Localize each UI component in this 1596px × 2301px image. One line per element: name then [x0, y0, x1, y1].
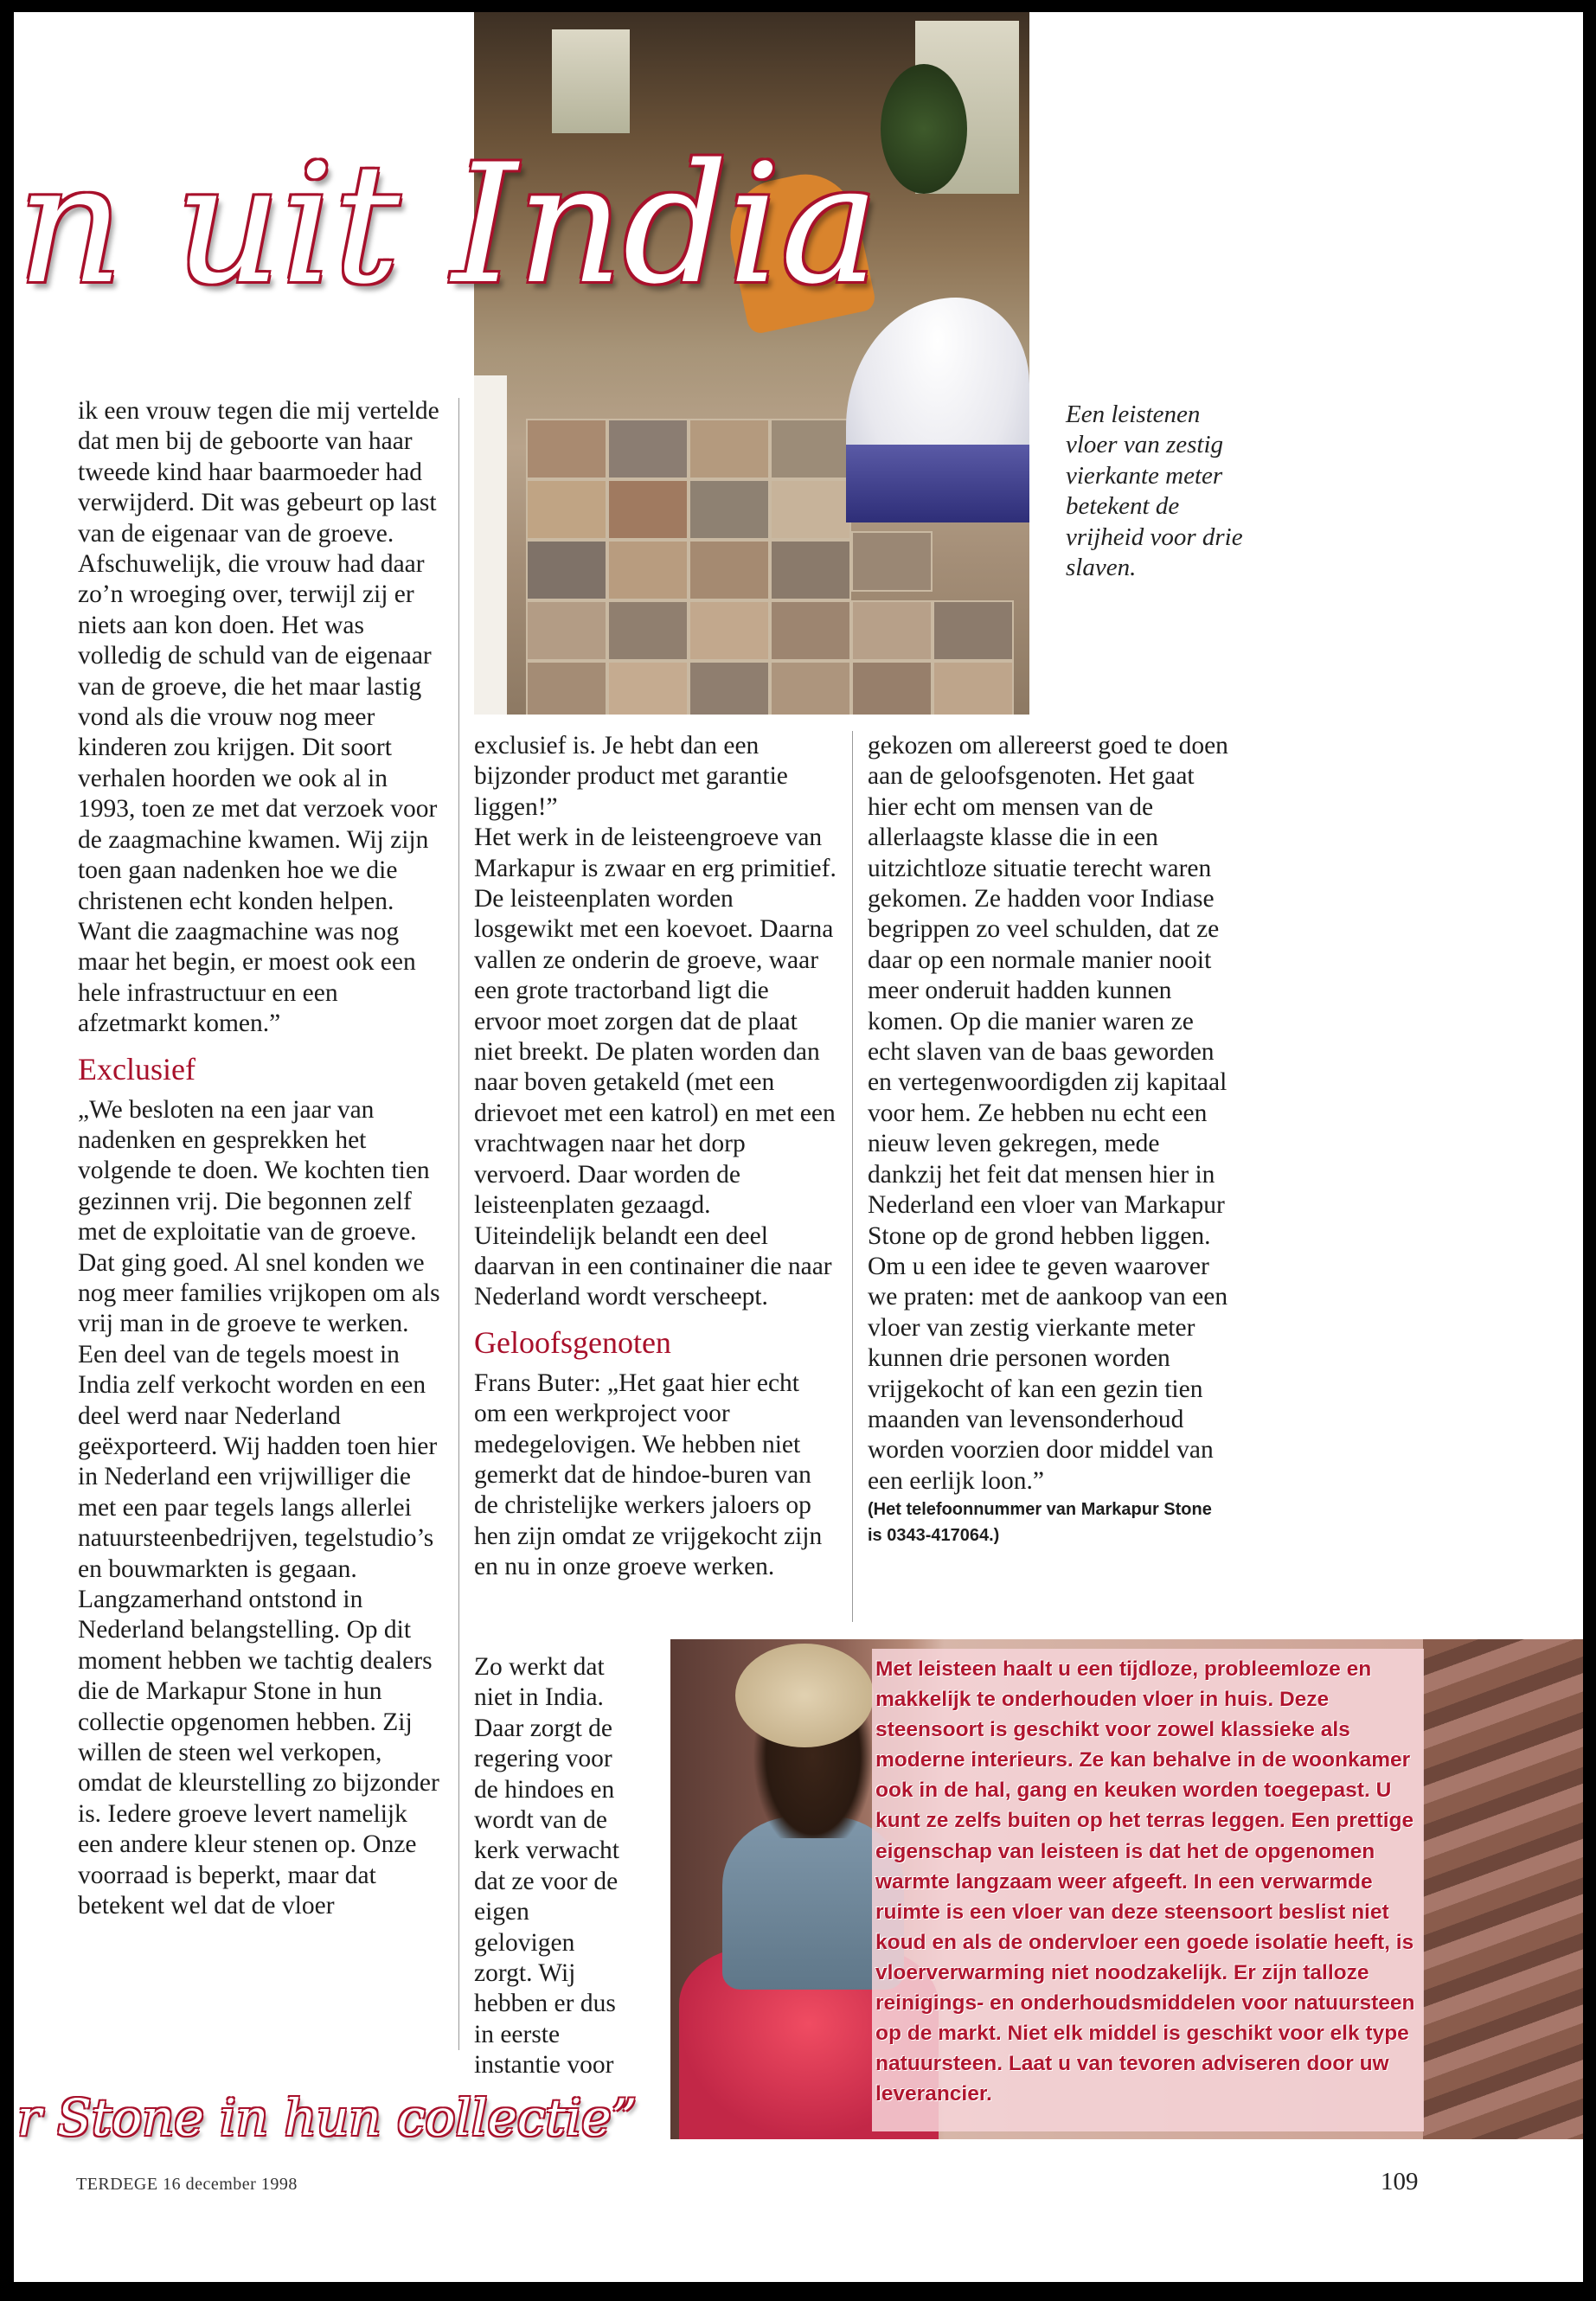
floor-tile [526, 479, 607, 540]
info-box-text: Met leisteen haalt u een tijdloze, probleemloze en makkelijk te onderhouden vloer in huis. Deze steensoort is geschikt voor zowel klassieke als moderne interieurs. Ze kan behalve in de woonkamer ook in de hal, gang en keuken worden toegepast. U kunt ze zelfs buiten op het terras leggen. Een prettige eigenschap van leisteen is dat het de opgenomen warmte langzaam weer afgeeft. In een verwarmde ruimte is een vloer van deze steensoort beslist niet koud en als de ondervloer een goede isolatie heeft, is vloerverwarming niet noodzakelijk. Er zijn talloze reinigings- en onderhoudsmiddelen voor natuursteen op de markt. Niet elk middel is geschikt voor elk type natuursteen. Laat u van tevoren adviseren door uw leverancier. [875, 1657, 1415, 2106]
headline-script: n uit India [17, 129, 879, 320]
floor-tile [526, 661, 607, 715]
floor-tile [526, 600, 607, 661]
paragraph: Frans Buter: „Het gaat hier echt om een werkproject voor medegelovigen. We hebben niet gemerkt dat de hindoe-buren van de christelijke werkers jaloers op hen zijn omdat ze vrijgekocht zijn en nu in onze groeve werken. [474, 1368, 823, 1581]
scan-border-bottom [0, 2282, 1596, 2301]
subheading-geloofsgenoten: Geloofsgenoten [474, 1324, 671, 1360]
floor-tile [689, 540, 770, 600]
paragraph: Het werk in de leisteengroeve van Markapur is zwaar en erg primitief. De leisteenplaten worden losgewikt met een koevoet. Daarna vallen ze onderin de groeve, waar een grote tractorband ligt die ervoor moet zorgen dat de plaat niet breekt. De platen worden dan naar boven getakeld (met een drievoet met een katrol) en met een vrachtwagen naar het dorp vervoerd. Daar worden de leisteenplaten gezaagd. Uiteindelijk belandt een deel daarvan in een continainer die naar Nederland wordt verscheept. [474, 824, 836, 1311]
paragraph: ik een vrouw tegen die mij vertelde dat men bij de geboorte van haar tweede kind haar baarmoeder had verwijderd. Dit was gebeurt op last van de eigenaar van de groeve. Afschuwelijk, die vrouw had daar zo’n wroeging over, terwijl zij er niets aan kon doen. Het was volledig de schuld van de eigenaar van de groeve, die het maar lastig vond als die vrouw nog meer kinderen zou krijgen. Dit soort verhalen hoorden we ook al in 1993, toen ze met dat verzoek voor de zaagmachine kwamen. Wij zijn toen gaan nadenken hoe we die christenen echt konden helpen. Want die zaagmachine was nog maar het begin, er moest ook een hele infrastructuur en een afzetmarkt komen.” [78, 397, 439, 1038]
floor-tile [933, 661, 1014, 715]
footer-publication: TERDEGE 16 december 1998 [76, 2175, 298, 2194]
floor-tile [933, 600, 1014, 661]
floor-tile [689, 600, 770, 661]
article-column-2-narrow [474, 1652, 634, 2081]
scan-border-top [0, 0, 1596, 12]
article-column-1 [78, 396, 441, 1922]
scan-border-left [0, 0, 14, 2301]
floor-tile [770, 540, 851, 600]
paragraph: Zo werkt dat niet in India. Daar zorgt de regering voor de hindoes en wordt van de kerk verwacht dat ze voor de eigen gelovigen zorgt. Wij hebben er dus in eerste instantie voor [474, 1653, 619, 2080]
scan-border-right [1583, 0, 1596, 2301]
paragraph: exclusief is. Je hebt dan een bijzonder product met garantie liggen!” [474, 732, 788, 821]
subheading-exclusief: Exclusief [78, 1051, 195, 1086]
floor-tile [607, 540, 689, 600]
phone-note: (Het telefoonnummer van Markapur Stone is 0343-417064.) [868, 1500, 1212, 1546]
paragraph: gekozen om allereerst goed te doen aan de geloofsgenoten. Het gaat hier echt om mensen van de allerlaagste klasse die in een uitzichtloze situatie terecht waren gekomen. Ze hadden voor Indiase begrippen zo veel schulden, dat ze daar op een normale manier nooit meer onderuit hadden kunnen komen. Op die manier waren ze echt slaven van de baas geworden en vertegenwoordigden zij kapitaal voor hem. Ze hebben nu echt een nieuw leven gekregen, mede dankzij het feit dat mensen hier in Nederland een vloer van Markapur Stone op de grond hebben liggen. Om u een idee te geven waarover we praten: met de aankoop van een vloer van zestig vierkante meter kunnen drie personen worden vrijgekocht of kan een gezin tien maanden van levensonderhoud worden voorzien door middel van een eerlijk loon.” [868, 732, 1228, 1495]
floor-tile [689, 479, 770, 540]
floor-tile [607, 479, 689, 540]
page-number: 109 [1381, 2168, 1419, 2195]
floor-tile [689, 661, 770, 715]
pull-quote-script: r Stone in hun collectie” [17, 2088, 638, 2147]
article-column-2 [474, 731, 837, 1583]
photo-turban [735, 1644, 874, 1747]
column-rule [458, 398, 459, 2050]
photo-door-frame [474, 375, 507, 715]
floor-tile [607, 661, 689, 715]
article-column-3 [868, 731, 1231, 1548]
floor-tile [770, 479, 851, 540]
floor-tile [851, 661, 933, 715]
column-rule [852, 731, 853, 1622]
floor-tile [689, 419, 770, 479]
photo-quarry-rocks [1423, 1639, 1583, 2139]
photo-table-skirt [846, 445, 1029, 522]
floor-tile [770, 661, 851, 715]
paragraph: „We besloten na een jaar van nadenken en gesprekken het volgende te doen. We kochten tien gezinnen vrij. Die begonnen zelf met de exploitatie van de groeve. Dat ging goed. Al snel konden we nog meer families vrijkopen om als vrij man in de groeve te werken. Een deel van de tegels moest in India zelf verkocht worden en een deel werd naar Nederland geëxporteerd. Wij hadden toen hier in Nederland een vrijwilliger die met een paar tegels langs allerlei natuursteenbedrijven, tegelstudio’s en bouwmarkten is gegaan. Langzamerhand ontstond in Nederland belangstelling. Op dit moment hebben we tachtig dealers die de Markapur Stone in hun collectie opgenomen hebben. Zij willen de steen wel verkopen, omdat de kleurstelling zo bijzonder is. Iedere groeve levert namelijk een andere kleur stenen op. Onze voorraad is beperkt, maar dat betekent wel dat de vloer [78, 1095, 440, 1920]
floor-tile [607, 419, 689, 479]
photo-caption: Een leistenen vloer van zestig vierkante meter betekent de vrijheid voor drie slaven. [1066, 401, 1243, 582]
floor-tile [607, 600, 689, 661]
floor-tile [770, 600, 851, 661]
floor-tile [770, 419, 851, 479]
floor-tile [851, 600, 933, 661]
floor-tile [526, 540, 607, 600]
floor-tile [851, 531, 933, 592]
floor-tile [526, 419, 607, 479]
